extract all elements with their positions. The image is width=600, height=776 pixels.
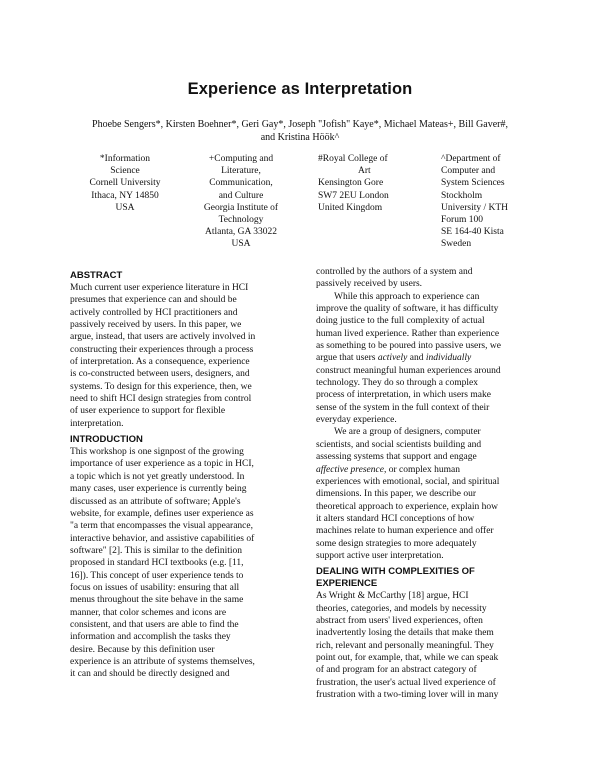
section-heading: EXPERIENCE bbox=[316, 578, 378, 590]
body-line: inadvertently losing the details that make them bbox=[316, 628, 494, 639]
affiliation-line: Ithaca, NY 14850 bbox=[91, 190, 159, 201]
intro-line: a topic which is not yet greatly understood. In bbox=[70, 471, 245, 482]
body-line: human lived experience. Rather than experience bbox=[316, 328, 500, 339]
affiliation-line: Cornell University bbox=[89, 178, 161, 189]
affiliation-line: Atlanta, GA 33022 bbox=[204, 227, 278, 238]
body-line: dimensions. In this paper, we describe our bbox=[316, 489, 477, 500]
body-line: process of interpretation, in which users make bbox=[316, 390, 491, 401]
body-line: point out, for example, that, while we can speak bbox=[316, 652, 499, 663]
body-line: frustration with a two-timing lover will in many bbox=[316, 690, 499, 700]
affiliation-line: Computer and bbox=[441, 166, 496, 177]
abstract-line: need to shift HCI design strategies from control bbox=[70, 394, 252, 405]
body-line: experiences with emotional, social, and spiritual bbox=[316, 476, 500, 487]
affiliation-cornell bbox=[65, 153, 185, 214]
intro-line: desire. Because by this definition user bbox=[70, 644, 215, 655]
abstract-line: of user experience to support for flexible bbox=[70, 406, 226, 417]
body-line: controlled by the authors of a system and bbox=[316, 267, 473, 277]
affiliation-line: Literature, bbox=[221, 166, 261, 177]
body-line: While this approach to experience can bbox=[334, 291, 480, 302]
affiliation-line: United Kingdom bbox=[318, 202, 383, 213]
body-line: theories, categories, and models by necessity bbox=[316, 603, 487, 614]
affiliation-line: SW7 2EU London bbox=[318, 190, 389, 201]
body-line: machines relate to human experience and offer bbox=[316, 526, 494, 537]
body-line: assessing systems that support and engage bbox=[316, 452, 477, 463]
affiliation-line: University / KTH bbox=[441, 202, 509, 213]
abstract-line: is co-constructed between users, designers, and bbox=[70, 369, 250, 380]
intro-line: it can and should be directly designed and bbox=[70, 669, 230, 680]
left-column bbox=[70, 270, 302, 681]
intro-line: menus throughout the site behave in the same bbox=[70, 595, 244, 606]
body-line: theoretical approach to experience, explain how bbox=[316, 501, 498, 512]
emphasis-text: actively bbox=[377, 353, 408, 364]
abstract-line: of interpretation. As a consequence, experience bbox=[70, 357, 250, 368]
body-line: sense of the system in the full context of their bbox=[316, 402, 490, 413]
affiliation-line: *Information bbox=[99, 154, 151, 164]
intro-line: many cases, user experience is currently being bbox=[70, 484, 247, 495]
affiliation-line: System Sciences bbox=[441, 178, 505, 189]
intro-line: 16]). This concept of user experience tends to bbox=[70, 570, 244, 581]
intro-line: importance of user experience as a topic in HCI, bbox=[70, 459, 254, 470]
intro-line: interactive behavior, and assistive capabilities of bbox=[70, 533, 255, 544]
body-text: , or complex human bbox=[383, 464, 460, 475]
body-line bbox=[316, 464, 548, 476]
abstract-line: presumes that experience can and should be bbox=[70, 295, 237, 306]
affiliation-rca bbox=[318, 153, 418, 214]
affiliation-line: Technology bbox=[218, 215, 264, 226]
intro-line: focus on issues of usability: ensuring that all bbox=[70, 582, 240, 593]
body-line: frustration, the user's actual lived experience of bbox=[316, 677, 496, 688]
body-line: rich, relevant and personally meaningful. They bbox=[316, 640, 494, 651]
introduction-heading: INTRODUCTION bbox=[70, 434, 143, 446]
body-line: As Wright & McCarthy [18] argue, HCI bbox=[316, 591, 469, 602]
body-text: argue that users bbox=[316, 353, 378, 364]
abstract-line: systems. To design for this experience, then, we bbox=[70, 381, 252, 392]
affiliation-line: +Computing and bbox=[208, 154, 274, 164]
body-line: technology. They do so through a complex bbox=[316, 378, 478, 389]
affiliation-line: Forum 100 bbox=[441, 215, 483, 226]
affiliation-line: Georgia Institute of bbox=[203, 202, 279, 213]
body-line: scientists, and social scientists building and bbox=[316, 439, 482, 450]
body-text: and bbox=[407, 353, 426, 364]
affiliation-line: and Culture bbox=[218, 190, 264, 201]
affiliation-line: Stockholm bbox=[441, 190, 483, 201]
emphasis-text: affective presence bbox=[316, 464, 384, 475]
body-line: abstract from users' lived experiences, often bbox=[316, 615, 483, 626]
abstract-line: constructing their experiences through a process bbox=[70, 344, 254, 355]
body-line: some design strategies to more adequately bbox=[316, 538, 477, 549]
affiliation-line: Sweden bbox=[441, 239, 472, 250]
affiliation-line: #Royal College of bbox=[318, 154, 388, 164]
affiliation-line: Communication, bbox=[209, 178, 273, 189]
abstract-line: Much current user experience literature in HCI bbox=[70, 283, 249, 293]
abstract-line: argue, instead, that users are actively involved in bbox=[70, 332, 256, 343]
affiliation-line: Art bbox=[358, 166, 371, 177]
affiliation-line: Science bbox=[110, 166, 140, 177]
intro-line: website, for example, defines user experience as bbox=[70, 508, 254, 519]
intro-line: experience is an attribute of systems themselves, bbox=[70, 656, 255, 667]
intro-line: "a term that encompasses the visual appearance, bbox=[70, 521, 253, 532]
abstract-heading: ABSTRACT bbox=[70, 270, 123, 281]
affiliation-georgia-tech bbox=[181, 153, 301, 251]
intro-line: information and accomplish the tasks they bbox=[70, 632, 231, 643]
section-heading: DEALING WITH COMPLEXITIES OF bbox=[316, 566, 475, 578]
body-line: passively received by users. bbox=[316, 279, 423, 290]
author-line: and Kristina Höök^ bbox=[260, 132, 340, 143]
body-line bbox=[316, 352, 548, 364]
body-line: doing justice to the full complexity of actual bbox=[316, 316, 485, 327]
affiliation-line: ^Department of bbox=[441, 154, 501, 164]
intro-line: manner, that color schemes and icons are bbox=[70, 607, 227, 618]
paper-title: Experience as Interpretation bbox=[187, 80, 413, 98]
abstract-line: passively received by users. In this paper, we bbox=[70, 320, 242, 331]
body-line: as something to be poured into passive users, we bbox=[316, 341, 501, 352]
affiliation-line: Kensington Gore bbox=[318, 178, 384, 189]
body-line: support active user interpretation. bbox=[316, 550, 444, 561]
intro-line: proposed in standard HCI textbooks (e.g. [11, bbox=[70, 558, 244, 569]
intro-line: software" [2]. This is similar to the definition bbox=[70, 545, 243, 556]
affiliation-line: SE 164-40 Kista bbox=[441, 227, 504, 238]
body-line: We are a group of designers, computer bbox=[334, 427, 481, 438]
affiliation-line: USA bbox=[231, 239, 251, 250]
abstract-line: interpretation. bbox=[70, 418, 124, 429]
author-line: Phoebe Sengers*, Kirsten Boehner*, Geri Gay*, Joseph "Jofish" Kaye*, Michael Mateas+, Bill Gaver#, bbox=[92, 119, 508, 130]
body-line: it alters standard HCI conceptions of how bbox=[316, 513, 475, 524]
intro-line: discussed as an attribute of software; Apple's bbox=[70, 496, 241, 507]
intro-line: This workshop is one signpost of the growing bbox=[70, 447, 244, 458]
body-line: of and program for an abstract category of bbox=[316, 665, 477, 676]
body-line: everyday experience. bbox=[316, 415, 397, 426]
affiliation-stockholm bbox=[441, 153, 541, 251]
right-column bbox=[316, 266, 548, 701]
body-line: construct meaningful human experiences around bbox=[316, 365, 501, 376]
abstract-line: actively controlled by HCI practitioners and bbox=[70, 307, 238, 318]
body-line: improve the quality of software, it has difficulty bbox=[316, 304, 499, 315]
affiliation-line: USA bbox=[115, 202, 135, 213]
author-list bbox=[70, 118, 530, 144]
emphasis-text: individually bbox=[425, 353, 472, 364]
intro-line: consistent, and that users are able to find the bbox=[70, 619, 239, 630]
